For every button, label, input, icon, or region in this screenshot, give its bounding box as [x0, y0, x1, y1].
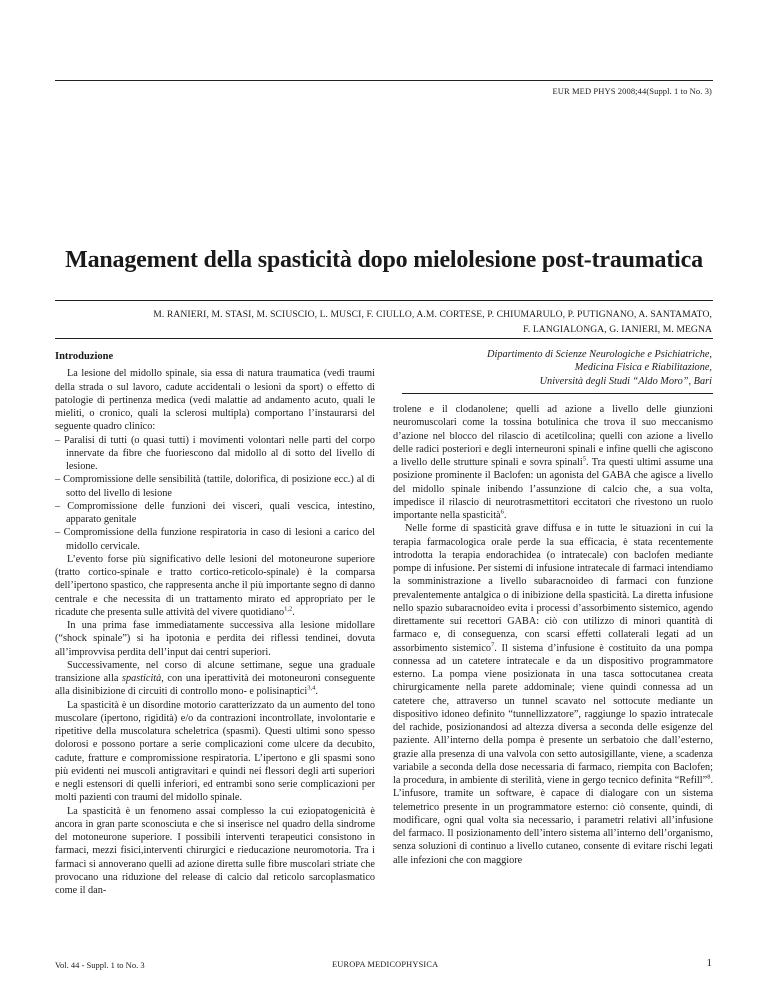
header-rule — [55, 80, 713, 81]
right-column — [393, 403, 713, 867]
affiliation — [412, 348, 712, 388]
citation: 1,2 — [284, 605, 293, 613]
citation: 7 — [491, 641, 495, 649]
paragraph-text: trolene e il clodanolene; quelli ad azione a livello delle giunzioni neuromuscolari come la tossina botulinica che trova il suo meccanismo d’azione nel blocco del rilascio di acetilcolina; quelli con azione a livello delle radici posteriori e degli interneuroni spinali e infine quelli che agiscono a livello delle strutture spinali e sovra spinali — [393, 404, 713, 468]
paragraph — [55, 553, 375, 619]
paragraph: La spasticità è un disordine motorio caratterizzato da un aumento del tono muscolare (ipertono, rigidità) e/o da contrazioni incontrollate, involontarie e ripetitive della muscolatura scheletrica (spasmi). Questi ultimi sono spesso dolorosi e possono portare a serie complicazioni come ulcere da decubito, cadute, fratture e compromissione respiratoria. L’ipertono e gli spasmi sono più evidenti nei muscoli antigravitari e quindi nei flessori degli arti superiori e negli estensori di quelli inferiori, ed entrambi sono serie complicazioni per molti pazienti con traumi del midollo spinale. — [55, 699, 375, 804]
citation: 6 — [500, 508, 504, 516]
list-item: – Compromissione delle sensibilità (tattile, dolorifica, di posizione ecc.) al di sotto del livello di lesione — [55, 474, 375, 499]
authors-rule — [55, 338, 713, 339]
affiliation-line-3: Università degli Studi “Aldo Moro”, Bari — [539, 375, 712, 387]
paragraph-text: . — [503, 510, 507, 521]
paragraph-text: . — [315, 686, 318, 698]
affiliation-line-1: Dipartimento di Scienze Neurologiche e Psichiatriche, — [487, 349, 712, 360]
paragraph-text: . L’infusore, tramite un software, è capace di dialogare con un sistema telemetrico presente in un programmatore esterno: ciò consente, quindi, di modificare, ogni qual volta sia necessario, i parametri relativi all’infusione del farmaco. Il posizionamento dell’intero sistema all’interno dell’organismo, senza soluzioni di continuo a livello cutaneo, consente di evitare rischi legati alle infezioni che con maggiore — [393, 775, 713, 866]
citation: 3,4 — [307, 684, 316, 692]
list-item: – Compromissione della funzione respiratoria in caso di lesioni a carico del midollo cervicale. — [55, 527, 375, 552]
author-list — [72, 308, 712, 337]
author-line-1: M. RANIERI, M. STASI, M. SCIUSCIO, L. MUSCI, F. CIULLO, A.M. CORTESE, P. CHIUMARULO, P. PUTIGNANO, A. SANTAMATO, — [153, 309, 712, 320]
emphasis: spasticità — [121, 673, 162, 684]
paragraph-text: Successivamente, nel corso di alcune settimane, segue una graduale transizione alla — [55, 659, 375, 684]
paragraph-text: , con una iperattività dei motoneuroni conseguente alla disinibizione di circuiti di controllo mono- e polisinaptici — [55, 673, 375, 698]
footer-volume: Vol. 44 - Suppl. 1 to No. 3 — [55, 960, 145, 970]
journal-reference: EUR MED PHYS 2008;44(Suppl. 1 to No. 3) — [552, 86, 712, 96]
citation: 8 — [707, 773, 711, 781]
paragraph — [55, 659, 375, 699]
left-column — [55, 350, 375, 897]
paragraph-text: Nelle forme di spasticità grave diffusa e in tutte le situazioni in cui la terapia farmacologica orale perde la sua efficacia, è stata recentemente introdotta la terapia endorachidea (o intratecale) con baclofen mediante pompe di infusione. Per sistemi di infusione intratecale di farmaci intendiamo la somministrazione a livello subaracnoideo di farmaci con funzione prevalentemente antalgica o di inibizione della spasticità. La diretta infusione nello spazio subaracnoideo evita i processi d’assorbimento sistemico, agendo direttamente sui recettori GABA: ciò con utilizzo di minori quantità di farmaco e, di conseguenza, con scarsi effetti collaterali legati ad un assorbimento sistemico — [393, 523, 713, 654]
paragraph-text: L’evento forse più significativo delle lesioni del motoneurone superiore (tratto cortico-spinale e tratto cortico-reticolo-spinale) è la comparsa dell’ipertono spastico, che rappresenta anche il più importante segno di danno centrale e che necessita di un trattamento mirato ed appropriato per le ricadute che presenta sulle attività del vivere quotidiano — [55, 553, 375, 618]
list-item: – Compromissione delle funzioni dei visceri, quali vescica, intestino, apparato genitale — [55, 500, 375, 525]
affiliation-line-2: Medicina Fisica e Riabilitazione, — [574, 362, 712, 374]
paragraph: La lesione del midollo spinale, sia essa di natura traumatica (vedi traumi della strada o sul lavoro, cadute accidentali o lesioni da sport) o effetto di patologie di pertinenza medica (vedi malattie ad andamento acuto, quali le mieliti, o cronico, quali la sclerosi multipla) comportano l’instaurarsi del seguente quadro clinico: — [55, 368, 375, 433]
affiliation-rule — [402, 393, 713, 394]
paragraph: La spasticità è un fenomeno assai complesso la cui eziopatogenicità è ancora in gran parte sconosciuta e che si inserisce nel quadro della sindrome del motoneurone superiore. I possibili interventi terapeutici consistono in farmaci, mezzi fisici,interventi chirurgici e rieducazione neuromotoria. Tra i farmaci si annoverano quelli ad azione diretta sulle fibre muscolari striate che provocano una riduzione del release di calcio dal reticolo sarcoplasmatico come il dan- — [55, 805, 375, 896]
section-heading-introduzione: Introduzione — [55, 351, 114, 362]
author-line-2: F. LANGIALONGA, G. IANIERI, M. MEGNA — [523, 323, 712, 335]
paragraph-text: . Tra questi ultimi assume una posizione prominente il Baclofen: un agonista del GABA che agisce a livello del midollo spinale inibendo l’assunzione di calcio che, a sua volta, impedisce il rilascio di neurotrasmettitori eccitatori che rivestono un ruolo importante nella spasticità — [393, 457, 714, 521]
paragraph: In una prima fase immediatamente successiva alla lesione midollare (“shock spinale”) si ha ipotonia e perdita dei riflessi tendinei, dovuta all’improvvisa perdita dell’input dai centri superiori. — [55, 620, 375, 658]
footer-journal-name: EUROPA MEDICOPHYSICA — [332, 960, 439, 969]
paragraph-text: . Il sistema d’infusione è costituito da una pompa connessa ad un catetere intratecale e da un dispositivo programmatore esterno. La pompa viene posizionata in una tasca sottocutanea creata chirurgicamente nella parete addominale; viene quindi connessa ad un catetere che, attraverso un tunnel scavato nel sottocute mediante un dispositivo idoneo definito “tunnellizzatore”, raggiunge lo spazio intratecale del rachide, posizionandosi ad altezza diversa a seconda delle esigenze del paziente. All’interno della pompa è presente un serbatoio che dall’esterno, grazie alla presenza di una valvola con setto autosigillante, viene, a scadenza variabile a seconda della dose necessaria di farmaco, riempita con Baclofen; la procedura, in ambiente di sterilità, viene in gergo tecnico definita “Refill” — [393, 642, 713, 786]
article-title: Management della spasticità dopo mielolesione post-traumatica — [65, 247, 703, 273]
paragraph — [393, 403, 713, 522]
citation: 5 — [582, 455, 587, 463]
title-rule-bottom — [55, 300, 713, 301]
list-item: – Paralisi di tutti (o quasi tutti) i movimenti volontari nelle parti del corpo innervate da fibre che fuoriescono dal midollo al di sotto del livello di lesione. — [55, 434, 375, 472]
symptom-list — [55, 434, 375, 553]
paragraph — [393, 522, 713, 867]
paragraph-text: . — [292, 606, 295, 618]
page-number: 1 — [706, 957, 712, 969]
